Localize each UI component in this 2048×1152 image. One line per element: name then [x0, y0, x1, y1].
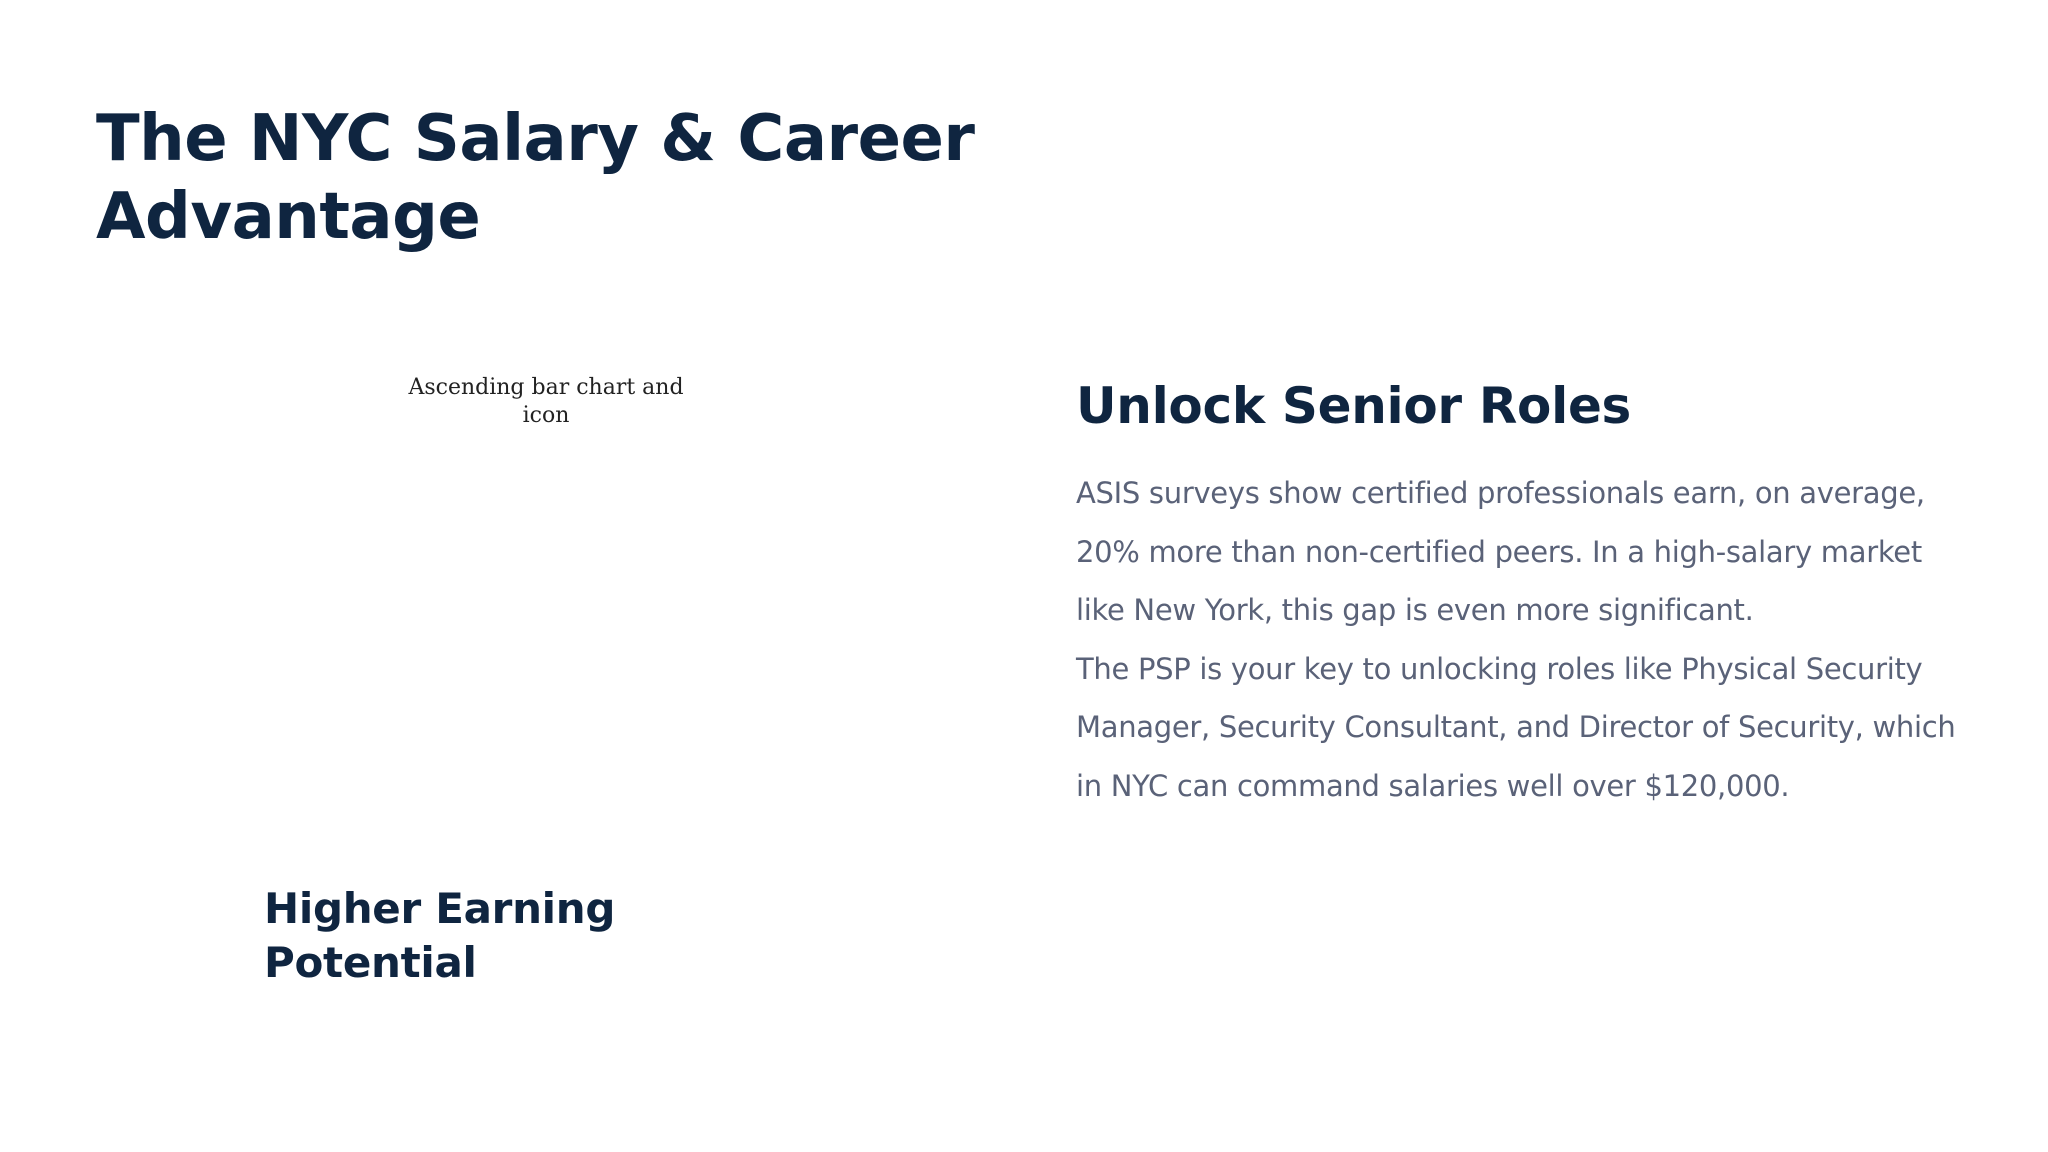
slide-title: The NYC Salary & Career Advantage: [96, 102, 975, 254]
salary-paragraph: ASIS surveys show certified professionals earn, on average, 20% more than non-certified peers. In a high-salary market like New York, this gap is even more significant.: [1076, 476, 1925, 627]
image-alt-text: Ascending bar chart and icon: [408, 375, 684, 428]
senior-roles-section: [1076, 376, 1976, 815]
bar-chart-icon: [408, 374, 684, 430]
higher-earning-heading: Higher Earning Potential: [264, 884, 616, 987]
senior-roles-heading: Unlock Senior Roles: [1076, 377, 1632, 435]
roles-paragraph: The PSP is your key to unlocking roles like Physical Security Manager, Security Consultant, and Director of Security, which in NYC can command salaries well over $120,000.: [1076, 651, 1956, 803]
